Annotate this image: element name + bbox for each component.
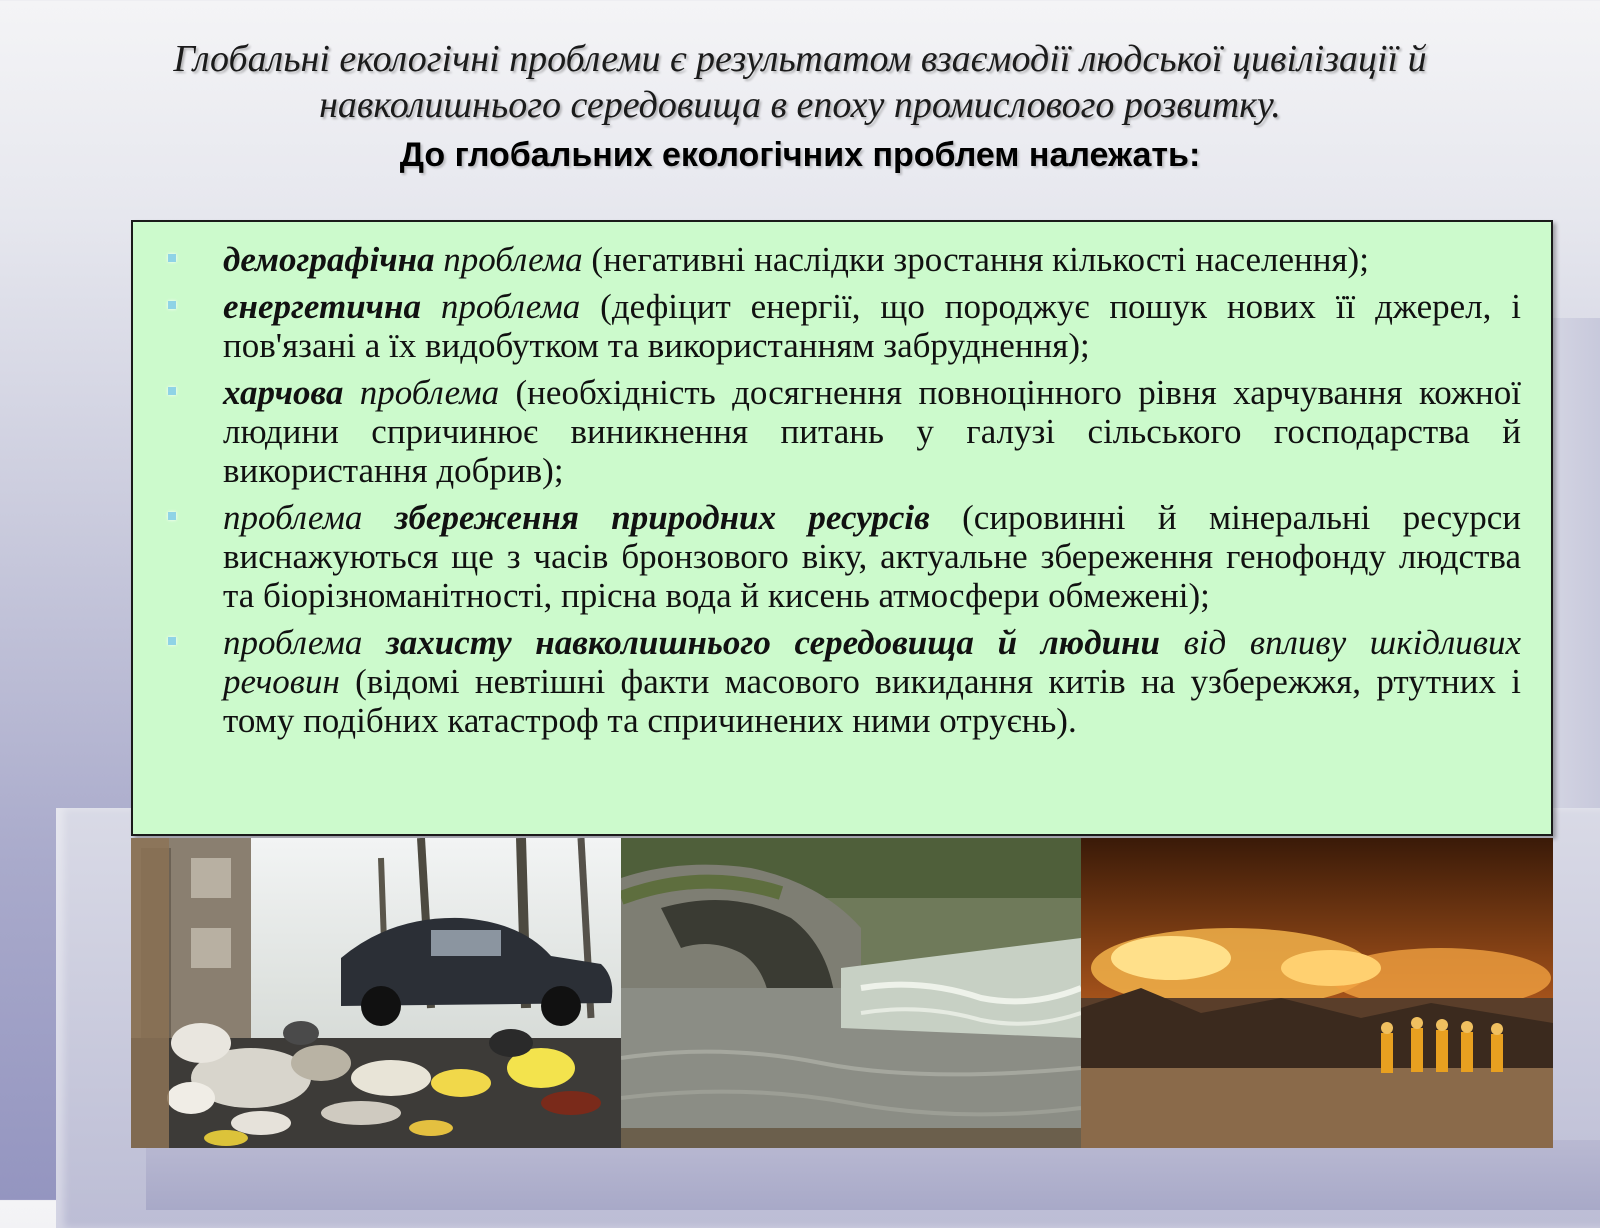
item-description: (відомі невтішні факти масового викидання китів на узбережжя, ртутних і тому подібних катастроф та спричинених ними отруєнь).	[223, 662, 1521, 740]
item-description: (дефіцит енергії, що породжує пошук нових її джерел, і пов'язані а їх видобутком та використанням забруднення);	[223, 287, 1522, 365]
list-item	[223, 287, 1521, 365]
heading-line-2: навколишнього середовища в епоху промислового розвитку.	[319, 84, 1281, 126]
list-item	[223, 623, 1521, 740]
bullet-icon	[168, 301, 176, 309]
fire-disaster-photo	[1081, 838, 1553, 1148]
heading-line-1: Глобальні екологічні проблеми є результатом взаємодії людської цивілізації й	[173, 38, 1427, 80]
bullet-icon	[168, 387, 176, 395]
item-word: проблема	[223, 498, 395, 537]
slide-subheading: До глобальних екологічних проблем належать:	[399, 136, 1201, 174]
sewage-pipe-photo	[621, 838, 1081, 1148]
list-item	[223, 240, 1521, 279]
garbage-photo	[131, 838, 621, 1148]
item-description: (негативні наслідки зростання кількості населення);	[582, 240, 1369, 279]
list-item	[223, 498, 1521, 615]
list-item	[223, 373, 1521, 490]
item-term: енергетична	[223, 287, 421, 326]
bullet-icon	[168, 512, 176, 520]
item-term: збереження природних ресурсів	[394, 498, 930, 537]
bullet-icon	[168, 254, 176, 262]
problems-list-box	[131, 220, 1553, 836]
item-word: проблема	[421, 287, 581, 326]
item-word: проблема	[434, 240, 583, 279]
item-term: захисту навколишнього середовища й людини	[386, 623, 1160, 662]
bullet-icon	[168, 637, 176, 645]
item-word: проблема	[223, 623, 387, 662]
photo-strip	[131, 838, 1553, 1148]
item-word: проблема	[343, 373, 500, 412]
item-description: (необхідність досягнення повноцінного рівня харчування кожної людини спричинює виникнення питань у галузі сільського господарства й використання добрив);	[223, 373, 1521, 490]
item-term: демографічна	[223, 240, 435, 279]
slide-heading	[0, 36, 1600, 128]
item-description: (сировинні й мінеральні ресурси виснажуються ще з часів бронзового віку, актуальне збереження генофонду людства та біорізноманітності, прісна вода й кисень атмосфери обмежені);	[223, 498, 1521, 615]
problems-list	[133, 222, 1551, 740]
item-term: харчова	[223, 373, 344, 412]
item-word-2: від впливу шкідливих речовин	[223, 623, 1521, 701]
